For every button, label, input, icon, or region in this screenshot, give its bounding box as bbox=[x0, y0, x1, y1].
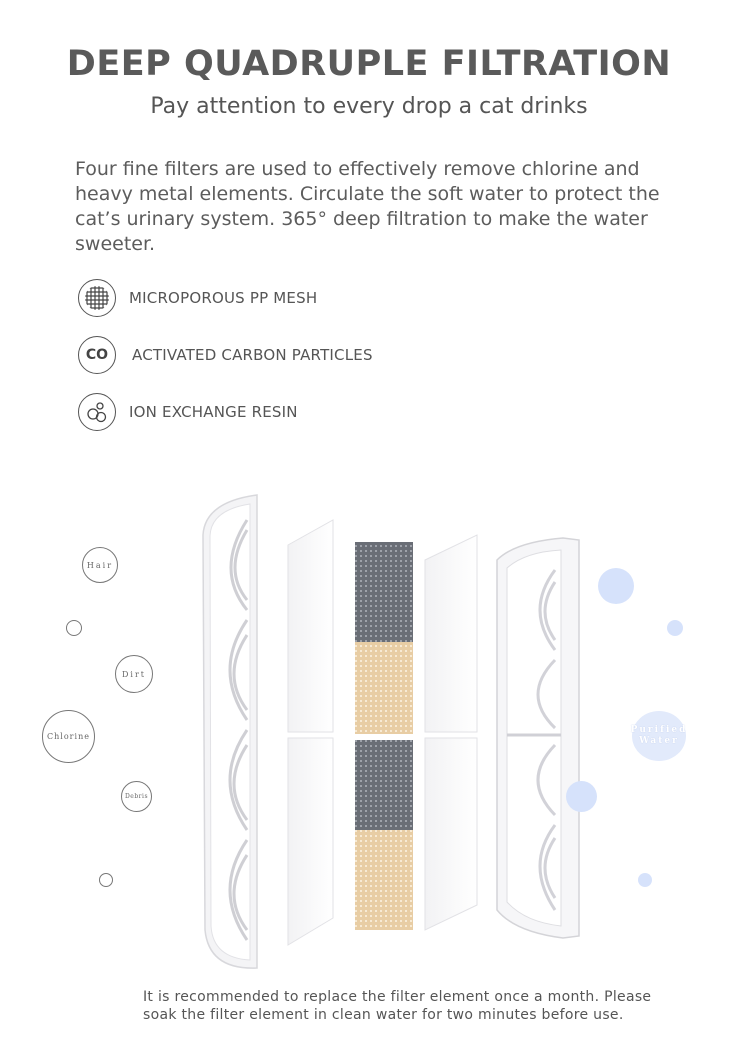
water-bubble bbox=[667, 620, 683, 636]
debris-bubble: Debris bbox=[121, 781, 152, 812]
filter-stack-illustration bbox=[195, 490, 595, 980]
co-icon-text: CO bbox=[85, 347, 109, 363]
feature-label: ION EXCHANGE RESIN bbox=[129, 403, 298, 421]
white-filter-sheet-1 bbox=[288, 520, 333, 945]
water-bubble bbox=[598, 568, 634, 604]
purified-water-bubble bbox=[632, 711, 686, 761]
chlorine-bubble: Chlorine bbox=[42, 710, 95, 763]
feature-item-resin bbox=[78, 392, 298, 432]
white-filter-sheet-2 bbox=[425, 535, 477, 930]
purified-label-2: Water bbox=[639, 736, 679, 746]
replacement-note: It is recommended to replace the filter element once a month. Please soak the filter element in clean water for two minutes before use. bbox=[143, 989, 652, 1023]
page-subtitle: Pay attention to every drop a cat drinks bbox=[150, 94, 588, 119]
hair-bubble: Hair bbox=[82, 547, 118, 583]
feature-item-carbon bbox=[78, 335, 373, 375]
particle-bubble bbox=[66, 620, 82, 636]
bubbles-icon bbox=[78, 393, 116, 431]
feature-label: MICROPOROUS PP MESH bbox=[129, 289, 318, 307]
feature-item-pp-mesh bbox=[78, 278, 317, 318]
dirt-bubble: Dirt bbox=[115, 655, 153, 693]
feature-label: ACTIVATED CARBON PARTICLES bbox=[132, 346, 373, 364]
page-title: DEEP QUADRUPLE FILTRATION bbox=[66, 44, 672, 84]
purified-label-1: Purified bbox=[630, 725, 688, 735]
description-text: Four fine filters are used to effectively remove chlorine and heavy metal elements. Circulate the soft water to protect the cat’s urinary system. 365° deep filtration to make the water sweeter. bbox=[75, 158, 660, 255]
outer-grille-panel bbox=[203, 495, 257, 968]
grid-mesh-icon bbox=[78, 279, 116, 317]
carbon-resin-cartridge bbox=[355, 542, 413, 930]
filter-tray bbox=[497, 538, 579, 938]
water-bubble bbox=[566, 781, 597, 812]
water-bubble bbox=[638, 873, 652, 887]
particle-bubble bbox=[99, 873, 113, 887]
co-icon bbox=[78, 336, 116, 374]
